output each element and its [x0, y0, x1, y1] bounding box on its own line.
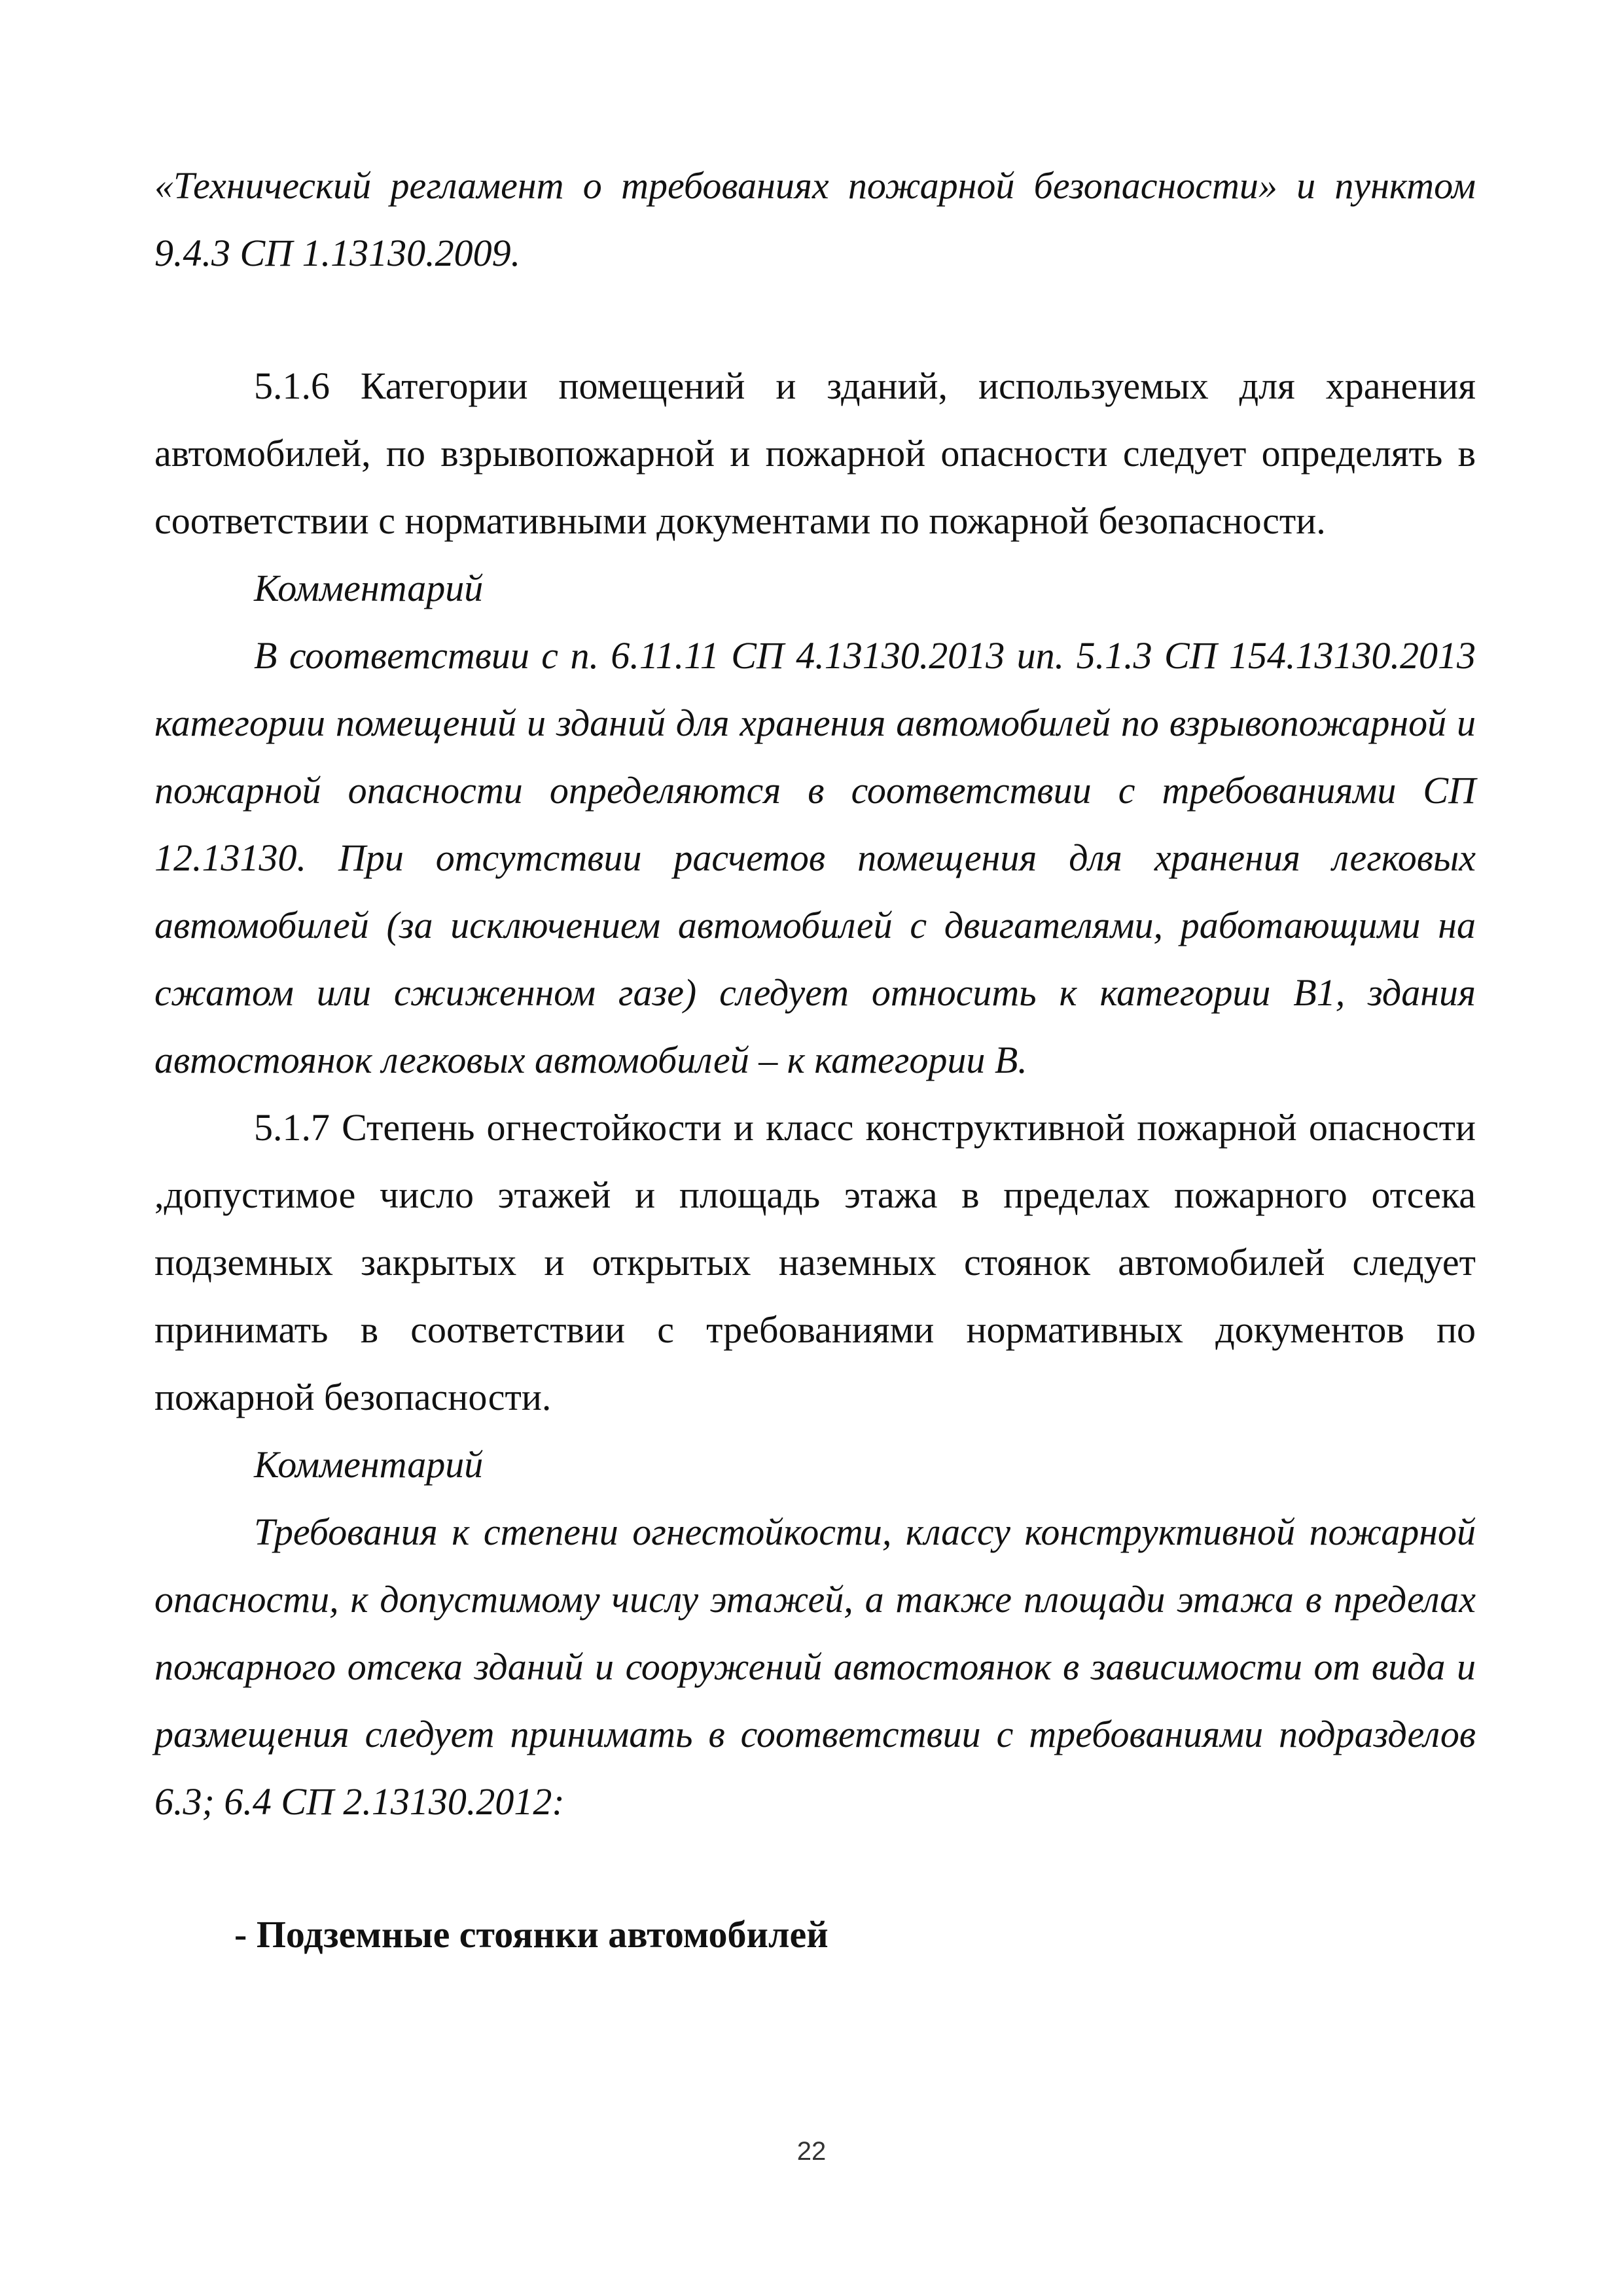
section-heading: - Подземные стоянки автомобилей — [234, 1913, 829, 1956]
page-number: 22 — [796, 2137, 827, 2166]
comment-paragraph: В соответствии с п. 6.11.11 СП 4.13130.2013 ип. 5.1.3 СП 154.13130.2013 категории помещений и зданий для хранения автомобилей по взрывопожарной и пожарной опасности определяются в соответствии с требованиями СП 12.13130. При отсутствии расчетов помещения для хранения легковых автомобилей (за исключением автомобилей с двигателями, работающими на сжатом или сжиженном газе) следует относить к категории В1, здания автостоянок легковых автомобилей – к категории В. — [154, 634, 1476, 1081]
comment-label: Комментарий — [254, 1443, 484, 1486]
section-5-1-7-paragraph: 5.1.7 Степень огнестойкости и класс конструктивной пожарной опасности ,допустимое число этажей и площадь этажа в пределах пожарного отсека подземных закрытых и открытых наземных стоянок автомобилей следует принимать в соответствии с требованиями нормативных документов по пожарной безопасности. — [154, 1106, 1476, 1418]
comment-label: Комментарий — [254, 567, 484, 609]
document-body — [154, 152, 1476, 1968]
intro-paragraph: «Технический регламент о требованиях пожарной безопасности» и пунктом 9.4.3 СП 1.13130.2009. — [154, 164, 1476, 274]
comment-paragraph: Требования к степени огнестойкости, классу конструктивной пожарной опасности, к допустимому числу этажей, а также площади этажа в пределах пожарного отсека зданий и сооружений автостоянок в зависимости от вида и размещения следует принимать в соответствии с требованиями подразделов 6.3; 6.4 СП 2.13130.2012: — [154, 1511, 1476, 1823]
section-5-1-6-paragraph: 5.1.6 Категории помещений и зданий, используемых для хранения автомобилей, по взрывопожарной и пожарной опасности следует определять в соответствии с нормативными документами по пожарной безопасности. — [154, 365, 1476, 542]
